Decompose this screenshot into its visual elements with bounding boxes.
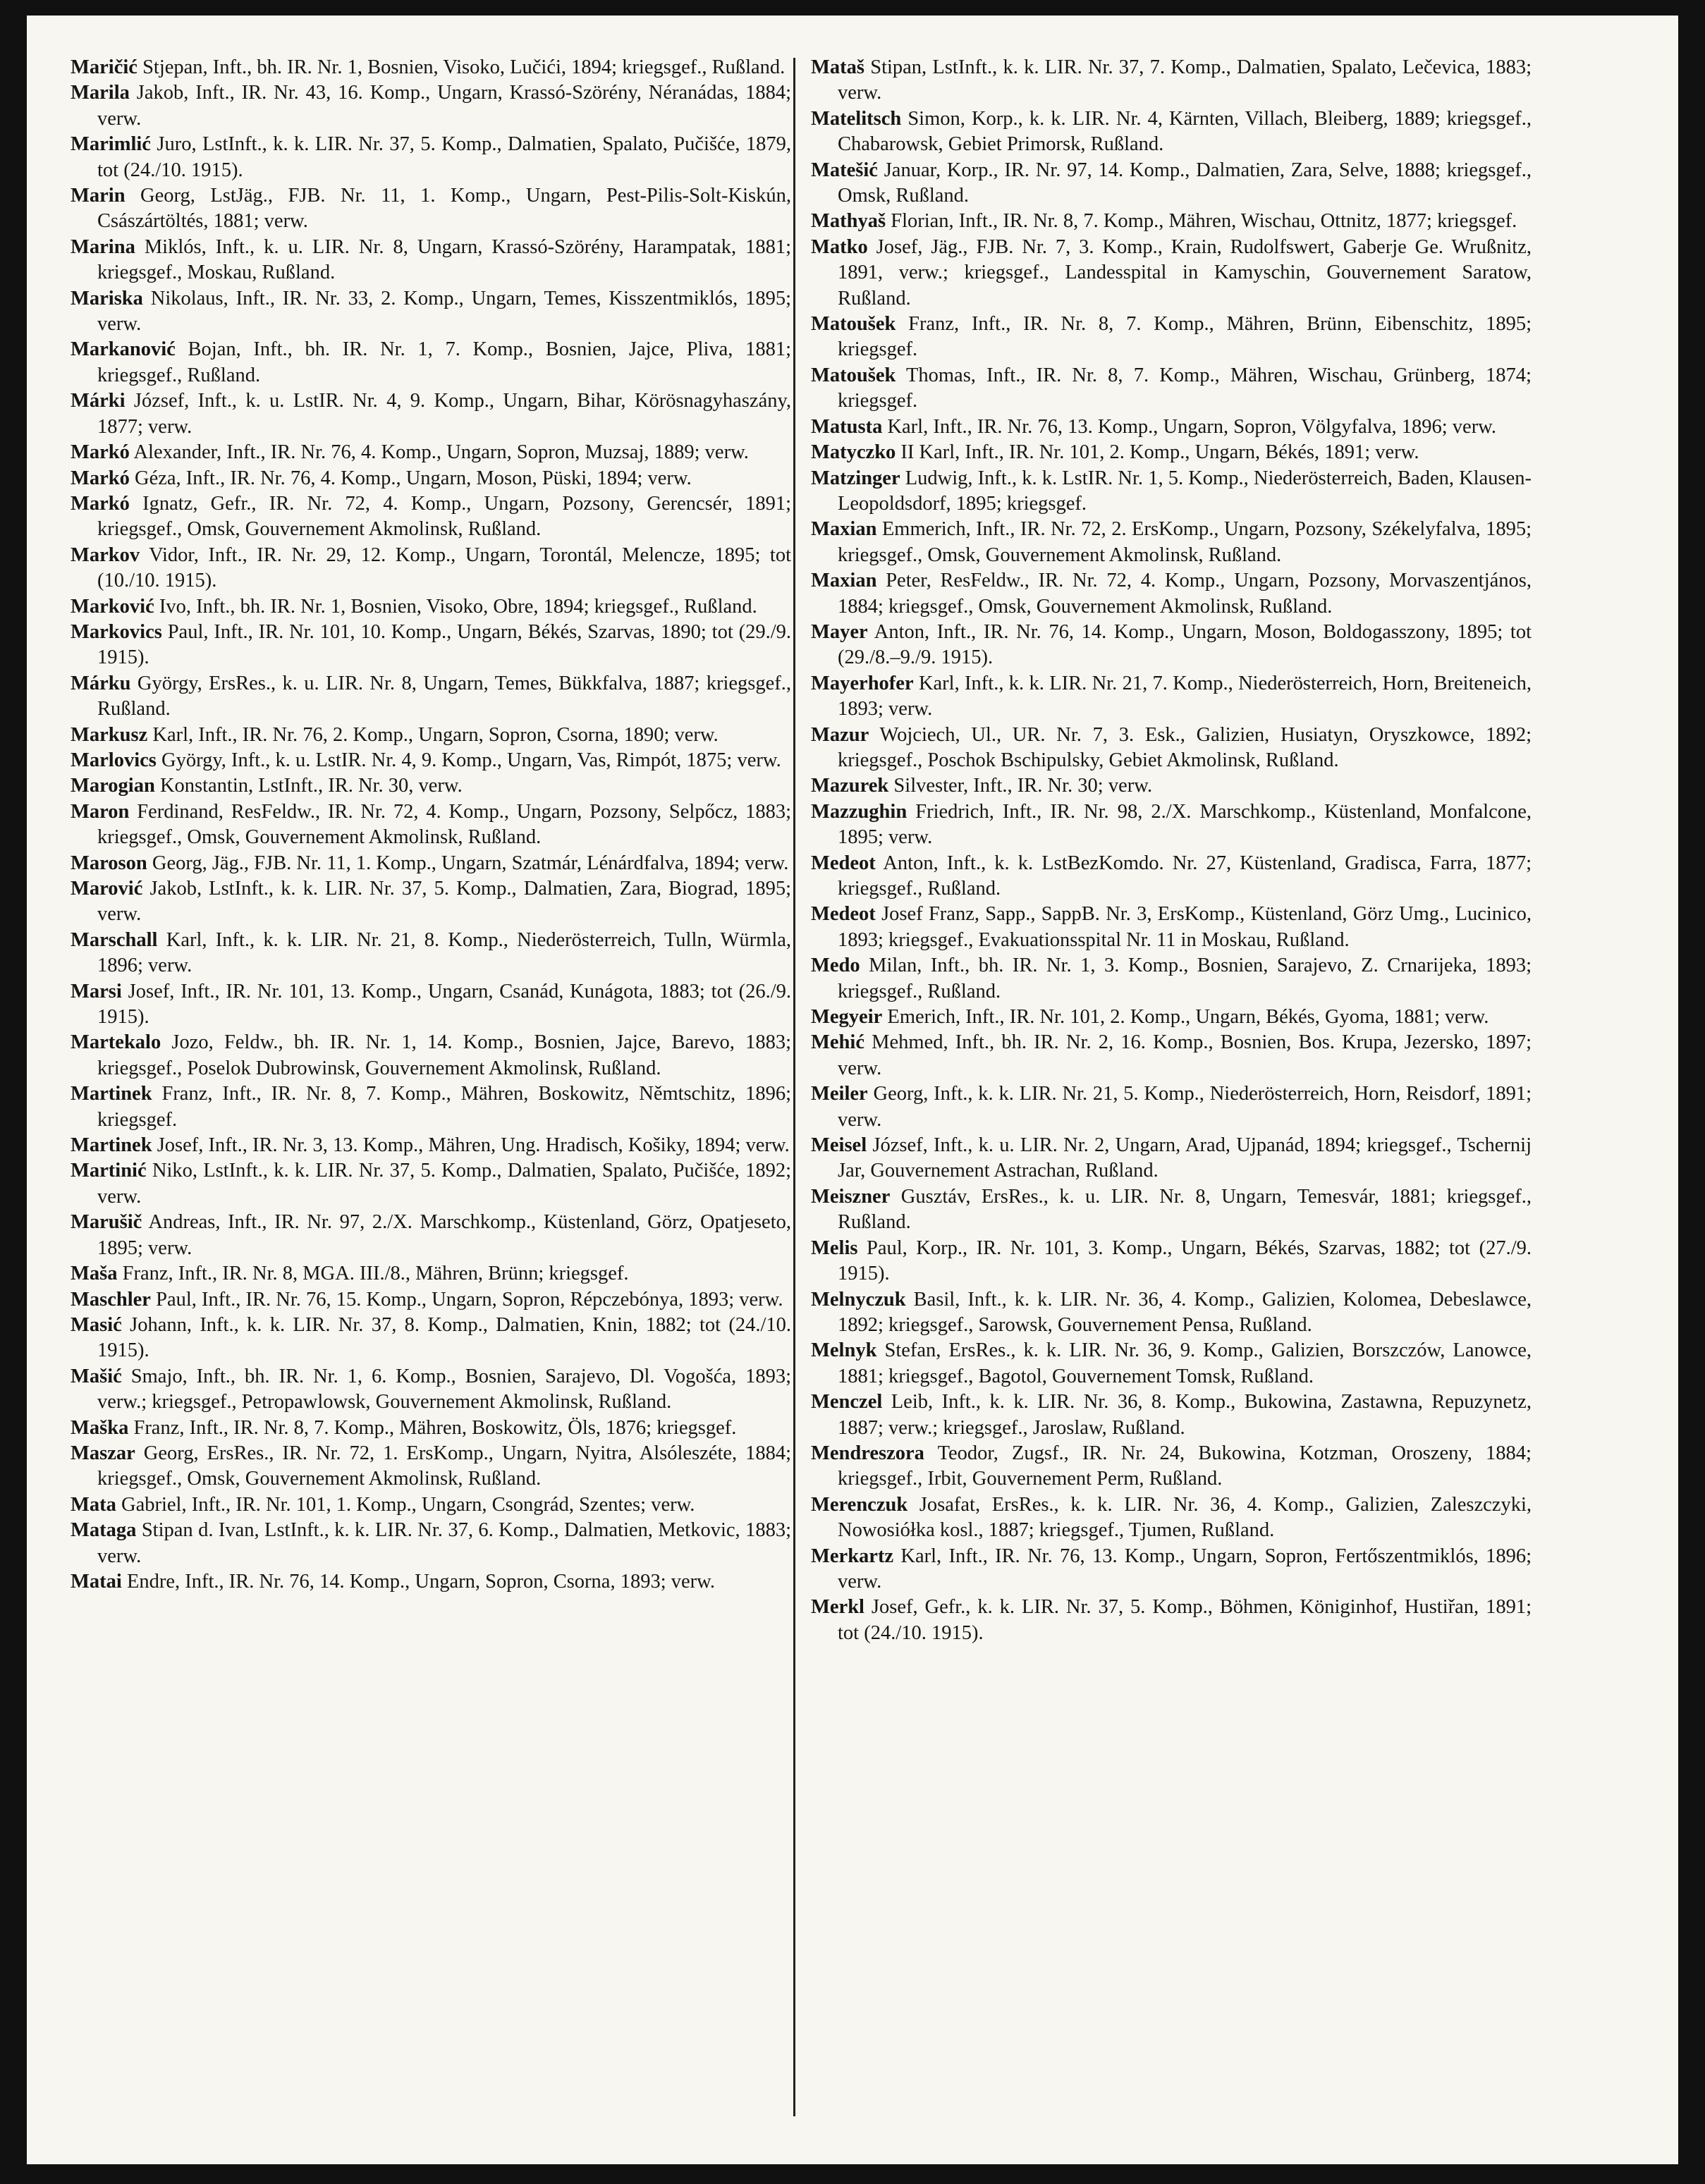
- list-item: [71, 1492, 791, 1518]
- list-item: [71, 286, 791, 338]
- entry-details: Vidor, Inft., IR. Nr. 29, 12. Komp., Ungarn, Torontál, Melencze, 1895; tot (10./10. 1915).: [97, 544, 791, 592]
- list-item: [811, 902, 1532, 953]
- entry-details: Ludwig, Inft., k. k. LstIR. Nr. 1, 5. Komp., Niederösterreich, Baden, Klausen-Leopoldsdorf, 1895; kriegsgef.: [838, 467, 1532, 515]
- entry-surname: Markanović: [71, 338, 176, 361]
- entry-details: Mehmed, Inft., bh. IR. Nr. 2, 16. Komp., Bosnien, Bos. Krupa, Jezersko, 1897; verw.: [838, 1031, 1532, 1079]
- list-item: [71, 388, 791, 440]
- entry-details: Jakob, LstInft., k. k. LIR. Nr. 37, 5. Komp., Dalmatien, Zara, Biograd, 1895; verw.: [97, 878, 792, 926]
- entry-surname: Masić: [71, 1313, 122, 1336]
- entry-details: Paul, Inft., IR. Nr. 76, 15. Komp., Ungarn, Sopron, Répczebónya, 1893; verw.: [156, 1288, 783, 1311]
- list-item: [811, 1236, 1532, 1287]
- entry-details: József, Inft., k. u. LstIR. Nr. 4, 9. Komp., Ungarn, Bihar, Körösnagyhaszány, 1877; verw.: [97, 390, 792, 438]
- entry-surname: Mayerhofer: [811, 672, 914, 694]
- entry-details: Friedrich, Inft., IR. Nr. 98, 2./X. Marschkomp., Küstenland, Monfalcone, 1895; verw.: [838, 800, 1532, 849]
- entry-details: Jakob, Inft., IR. Nr. 43, 16. Komp., Ungarn, Krassó-Szörény, Néranádas, 1884; verw.: [97, 82, 792, 130]
- list-item: [71, 620, 791, 671]
- entry-surname: Mazur: [811, 723, 869, 746]
- entry-details: Silvester, Inft., IR. Nr. 30; verw.: [893, 775, 1153, 797]
- list-item: [71, 132, 791, 183]
- list-item: [811, 517, 1532, 568]
- entry-surname: Marušič: [71, 1211, 142, 1234]
- entry-details: Gusztáv, ErsRes., k. u. LIR. Nr. 8, Ungarn, Temesvár, 1881; kriegsgef., Rußland.: [838, 1185, 1532, 1234]
- entry-surname: Markó: [71, 467, 130, 489]
- list-item: [811, 1492, 1532, 1544]
- entry-surname: Meiszner: [811, 1185, 891, 1208]
- entry-surname: Matelitsch: [811, 107, 902, 130]
- entry-surname: Marila: [71, 82, 130, 104]
- entry-surname: Maron: [71, 800, 130, 823]
- entry-surname: Mendreszora: [811, 1442, 924, 1464]
- entry-details: Josef Franz, Sapp., SappB. Nr. 3, ErsKomp., Küstenland, Görz Umg., Lucinico, 1893; kriegsgef., Evakuationsspital Nr. 11 in Moskau, Rußland.: [838, 903, 1532, 951]
- entry-details: József, Inft., k. u. LIR. Nr. 2, Ungarn, Arad, Ujpanád, 1894; kriegsgef., Tschernij Jar, Gouvernement Astrachan, Rußland.: [838, 1134, 1532, 1182]
- entry-surname: Matko: [811, 235, 868, 258]
- entry-surname: Mazzughin: [811, 800, 908, 823]
- list-item: [811, 158, 1532, 209]
- entry-details: Franz, Inft., IR. Nr. 8, MGA. III./8., Mähren, Brünn; kriegsgef.: [122, 1263, 629, 1285]
- entry-details: Franz, Inft., IR. Nr. 8, 7. Komp., Mähren, Brünn, Eibenschitz, 1895; kriegsgef.: [838, 313, 1532, 361]
- entry-details: Karl, Inft., IR. Nr. 76, 13. Komp., Ungarn, Sopron, Fertőszentmiklós, 1896; verw.: [838, 1545, 1532, 1593]
- entry-surname: Meiler: [811, 1083, 868, 1105]
- list-item: [811, 209, 1532, 234]
- entry-surname: Maša: [71, 1263, 118, 1285]
- entry-details: Gabriel, Inft., IR. Nr. 101, 1. Komp., Ungarn, Csongrád, Szentes; verw.: [121, 1493, 695, 1516]
- entry-surname: Mašić: [71, 1365, 122, 1387]
- entry-surname: Mata: [71, 1493, 116, 1516]
- entry-details: Anton, Inft., k. k. LstBezKomdo. Nr. 27, Küstenland, Gradisca, Farra, 1877; kriegsgef., Rußland.: [838, 852, 1532, 900]
- page: [27, 16, 1678, 2164]
- list-item: [811, 1005, 1532, 1030]
- entry-details: Karl, Inft., IR. Nr. 76, 13. Komp., Ungarn, Sopron, Völgyfalva, 1896; verw.: [887, 415, 1497, 438]
- list-item: [71, 671, 791, 723]
- entry-details: Josef, Jäg., FJB. Nr. 7, 3. Komp., Krain, Rudolfswert, Gaberje Ge. Wrußnitz, 1891, verw.; kriegsgef., Landesspital in Kamyschin, Gouvernement Saratow, Rußland.: [838, 235, 1532, 309]
- entry-details: Nikolaus, Inft., IR. Nr. 33, 2. Komp., Ungarn, Temes, Kisszentmiklós, 1895; verw.: [97, 287, 791, 336]
- entry-details: Jozo, Feldw., bh. IR. Nr. 1, 14. Komp., Bosnien, Jajce, Barevo, 1883; kriegsgef., Poselok Dubrowinsk, Gouvernement Akmolinsk, Rußland.: [97, 1031, 792, 1079]
- list-item: [71, 1569, 791, 1595]
- entry-surname: Mayer: [811, 620, 868, 643]
- entry-surname: Merenczuk: [811, 1493, 908, 1516]
- entry-surname: Matai: [71, 1570, 122, 1593]
- entry-details: Johann, Inft., k. k. LIR. Nr. 37, 8. Komp., Dalmatien, Knin, 1882; tot (24./10. 1915).: [97, 1313, 792, 1362]
- list-item: [71, 876, 791, 928]
- entry-details: Juro, LstInft., k. k. LIR. Nr. 37, 5. Komp., Dalmatien, Spalato, Pučišće, 1879, tot (24./10. 1915).: [97, 133, 792, 181]
- entry-surname: Martekalo: [71, 1031, 161, 1054]
- entry-surname: Matyczko: [811, 441, 896, 464]
- entry-surname: Matoušek: [811, 313, 896, 336]
- entry-surname: Markov: [71, 544, 140, 566]
- list-item: [811, 953, 1532, 1005]
- entry-surname: Medo: [811, 955, 860, 977]
- list-item: [811, 235, 1532, 312]
- entry-surname: Mathyaš: [811, 210, 886, 233]
- entry-surname: Melnyk: [811, 1339, 877, 1362]
- entry-surname: Marović: [71, 878, 143, 900]
- list-item: [71, 723, 791, 748]
- list-item: [811, 1081, 1532, 1133]
- entry-surname: Márki: [71, 390, 126, 412]
- list-item: [71, 543, 791, 594]
- list-item: [71, 1364, 791, 1416]
- list-item: [71, 491, 791, 543]
- list-item: [811, 773, 1532, 799]
- list-item: [811, 568, 1532, 620]
- entry-details: Karl, Inft., k. k. LIR. Nr. 21, 8. Komp., Niederösterreich, Tulln, Würmla, 1896; verw.: [97, 928, 792, 977]
- entry-details: Ignatz, Gefr., IR. Nr. 72, 4. Komp., Ungarn, Pozsony, Gerencsér, 1891; kriegsgef., Omsk, Gouvernement Akmolinsk, Rußland.: [97, 492, 792, 541]
- entry-details: Emmerich, Inft., IR. Nr. 72, 2. ErsKomp., Ungarn, Pozsony, Székelyfalva, 1895; kriegsgef., Omsk, Gouvernement Akmolinsk, Rußland.: [838, 518, 1532, 566]
- entry-surname: Maszar: [71, 1442, 135, 1464]
- entry-surname: Maxian: [811, 518, 877, 541]
- entry-details: Josef, Inft., IR. Nr. 101, 13. Komp., Ungarn, Csanád, Kunágota, 1883; tot (26./9. 1915).: [97, 980, 792, 1029]
- entry-surname: Meisel: [811, 1134, 867, 1157]
- entry-surname: Maroson: [71, 852, 147, 874]
- entry-details: Bojan, Inft., bh. IR. Nr. 1, 7. Komp., Bosnien, Jajce, Pliva, 1881; kriegsgef., Rußland.: [97, 338, 792, 386]
- entry-surname: Melis: [811, 1237, 858, 1259]
- list-item: [71, 1261, 791, 1287]
- entry-surname: Marogian: [71, 775, 155, 797]
- list-item: [71, 1081, 791, 1133]
- list-item: [811, 1287, 1532, 1339]
- entry-surname: Marina: [71, 235, 135, 258]
- entry-details: Simon, Korp., k. k. LIR. Nr. 4, Kärnten, Villach, Bleiberg, 1889; kriegsgef., Chabarowsk, Gebiet Primorsk, Rußland.: [838, 107, 1532, 156]
- entry-surname: Melnyczuk: [811, 1288, 906, 1311]
- entry-details: Paul, Korp., IR. Nr. 101, 3. Komp., Ungarn, Békés, Szarvas, 1882; tot (27./9. 1915).: [838, 1237, 1532, 1285]
- list-item: [811, 1441, 1532, 1492]
- entry-details: Georg, Inft., k. k. LIR. Nr. 21, 5. Komp., Niederösterreich, Horn, Reisdorf, 1891; verw.: [838, 1083, 1532, 1131]
- entry-details: Milan, Inft., bh. IR. Nr. 1, 3. Komp., Bosnien, Sarajevo, Z. Crnarijeka, 1893; kriegsgef., Rußland.: [838, 955, 1532, 1002]
- entry-details: Endre, Inft., IR. Nr. 76, 14. Komp., Ungarn, Sopron, Csorna, 1893; verw.: [126, 1570, 715, 1593]
- entry-details: Paul, Inft., IR. Nr. 101, 10. Komp., Ungarn, Békés, Szarvas, 1890; tot (29./9. 1915).: [97, 620, 792, 669]
- entry-details: Karl, Inft., k. k. LIR. Nr. 21, 7. Komp., Niederösterreich, Horn, Breiteneich, 1893; verw.: [838, 672, 1532, 720]
- entry-details: Anton, Inft., IR. Nr. 76, 14. Komp., Ungarn, Moson, Boldogasszony, 1895; tot (29./8.–9./9. 1915).: [838, 620, 1532, 669]
- list-item: [811, 415, 1532, 440]
- list-item: [71, 440, 791, 465]
- entry-surname: Matzinger: [811, 467, 900, 489]
- entry-details: Thomas, Inft., IR. Nr. 8, 7. Komp., Mähren, Wischau, Grünberg, 1874; kriegsgef.: [838, 364, 1532, 412]
- entry-details: Ivo, Inft., bh. IR. Nr. 1, Bosnien, Visoko, Obre, 1894; kriegsgef., Rußland.: [159, 595, 757, 618]
- entry-surname: Márku: [71, 672, 131, 694]
- list-item: [811, 671, 1532, 723]
- list-item: [71, 1158, 791, 1210]
- list-item: [71, 748, 791, 773]
- left-column: [71, 55, 791, 1595]
- list-item: [71, 235, 791, 286]
- entry-surname: Maričić: [71, 56, 138, 78]
- entry-details: Konstantin, LstInft., IR. Nr. 30, verw.: [159, 775, 463, 797]
- list-item: [811, 1133, 1532, 1184]
- entry-details: György, ErsRes., k. u. LIR. Nr. 8, Ungarn, Temes, Bükkfalva, 1887; kriegsgef., Rußland.: [97, 672, 792, 720]
- list-item: [71, 1210, 791, 1261]
- list-item: [71, 466, 791, 491]
- entry-details: Franz, Inft., IR. Nr. 8, 7. Komp., Mähren, Boskowitz, Němtschitz, 1896; kriegsgef.: [97, 1083, 791, 1131]
- list-item: [811, 1338, 1532, 1389]
- entry-details: Josef, Gefr., k. k. LIR. Nr. 37, 5. Komp., Böhmen, Königinhof, Hustiřan, 1891; tot (24./10. 1915).: [838, 1596, 1532, 1644]
- entry-surname: Mehić: [811, 1031, 864, 1054]
- entry-surname: Marin: [71, 185, 126, 207]
- entry-surname: Markusz: [71, 723, 148, 746]
- entry-details: Stjepan, Inft., bh. IR. Nr. 1, Bosnien, Visoko, Lučići, 1894; kriegsgef., Rußland.: [142, 56, 786, 78]
- entry-surname: Menczel: [811, 1391, 883, 1413]
- column-divider: [793, 58, 795, 2116]
- list-item: [71, 1518, 791, 1569]
- entry-surname: Markó: [71, 492, 130, 515]
- list-item: [71, 337, 791, 388]
- entry-details: II Karl, Inft., IR. Nr. 101, 2. Komp., Ungarn, Békés, 1891; verw.: [900, 441, 1419, 464]
- entry-surname: Martinek: [71, 1134, 152, 1157]
- list-item: [811, 55, 1532, 106]
- entry-surname: Maschler: [71, 1288, 151, 1311]
- list-item: [71, 928, 791, 979]
- entry-details: Franz, Inft., IR. Nr. 8, 7. Komp., Mähren, Boskowitz, Öls, 1876; kriegsgef.: [133, 1416, 737, 1439]
- list-item: [811, 723, 1532, 774]
- entry-surname: Markó: [71, 441, 130, 464]
- list-item: [811, 312, 1532, 363]
- entry-details: Georg, LstJäg., FJB. Nr. 11, 1. Komp., Ungarn, Pest-Pilis-Solt-Kiskún, Császártöltés, 1881; verw.: [97, 185, 792, 233]
- entry-details: Januar, Korp., IR. Nr. 97, 14. Komp., Dalmatien, Zara, Selve, 1888; kriegsgef., Omsk, Rußland.: [838, 159, 1532, 207]
- list-item: [71, 80, 791, 132]
- entry-details: Stefan, ErsRes., k. k. LIR. Nr. 36, 9. Komp., Galizien, Borszczów, Lanowce, 1881; kriegsgef., Bagotol, Gouvernement Tomsk, Rußland.: [838, 1339, 1532, 1387]
- right-column: [811, 55, 1532, 1646]
- entry-details: György, Inft., k. u. LstIR. Nr. 4, 9. Komp., Ungarn, Vas, Rimpót, 1875; verw.: [161, 749, 781, 771]
- entry-surname: Merkl: [811, 1596, 864, 1619]
- list-item: [71, 773, 791, 799]
- entry-surname: Matešić: [811, 159, 878, 181]
- list-item: [811, 1184, 1532, 1236]
- entry-details: Josef, Inft., IR. Nr. 3, 13. Komp., Mähren, Ung. Hradisch, Košiky, 1894; verw.: [157, 1134, 790, 1157]
- entry-surname: Maška: [71, 1416, 129, 1439]
- entry-surname: Mariska: [71, 287, 143, 309]
- entry-details: Georg, ErsRes., IR. Nr. 72, 1. ErsKomp., Ungarn, Nyitra, Alsóleszéte, 1884; kriegsgef., Omsk, Gouvernement Akmolinsk, Rußland.: [97, 1442, 791, 1490]
- list-item: [71, 1313, 791, 1364]
- entry-details: Stipan, LstInft., k. k. LIR. Nr. 37, 7. Komp., Dalmatien, Spalato, Lečevica, 1883; verw.: [838, 56, 1532, 104]
- entry-surname: Marschall: [71, 928, 158, 951]
- list-item: [71, 55, 791, 80]
- list-item: [71, 1030, 791, 1081]
- list-item: [811, 440, 1532, 465]
- entry-details: Géza, Inft., IR. Nr. 76, 4. Komp., Ungarn, Moson, Püski, 1894; verw.: [135, 467, 692, 489]
- entry-surname: Merkartz: [811, 1545, 894, 1567]
- list-item: [71, 1416, 791, 1441]
- entry-surname: Marimlić: [71, 133, 151, 156]
- entry-surname: Matusta: [811, 415, 883, 438]
- entry-surname: Mataš: [811, 56, 864, 78]
- list-item: [811, 1030, 1532, 1081]
- list-item: [811, 1544, 1532, 1595]
- entry-surname: Marlovics: [71, 749, 157, 771]
- entry-surname: Medeot: [811, 852, 876, 874]
- list-item: [811, 851, 1532, 902]
- entry-surname: Martinić: [71, 1160, 147, 1182]
- entry-details: Wojciech, Ul., UR. Nr. 7, 3. Esk., Galizien, Husiatyn, Oryszkowce, 1892; kriegsgef., Poschok Bschipulsky, Gebiet Akmolinsk, Rußland.: [838, 723, 1532, 771]
- entry-details: Georg, Jäg., FJB. Nr. 11, 1. Komp., Ungarn, Szatmár, Lénárdfalva, 1894; verw.: [152, 852, 789, 874]
- entry-details: Niko, LstInft., k. k. LIR. Nr. 37, 5. Komp., Dalmatien, Spalato, Pučišće, 1892; verw.: [97, 1160, 791, 1208]
- entry-details: Basil, Inft., k. k. LIR. Nr. 36, 4. Komp., Galizien, Kolomea, Debeslawce, 1892; kriegsgef., Sarowsk, Gouvernement Pensa, Rußland.: [838, 1288, 1532, 1336]
- entry-details: Ferdinand, ResFeldw., IR. Nr. 72, 4. Komp., Ungarn, Pozsony, Selpőcz, 1883; kriegsgef., Omsk, Gouvernement Akmolinsk, Rußland.: [97, 800, 791, 849]
- list-item: [811, 620, 1532, 671]
- entry-surname: Maxian: [811, 570, 877, 592]
- list-item: [71, 1133, 791, 1158]
- list-item: [811, 466, 1532, 517]
- list-item: [71, 1441, 791, 1492]
- list-item: [71, 183, 791, 235]
- entry-surname: Medeot: [811, 903, 876, 926]
- entry-surname: Megyeir: [811, 1006, 883, 1029]
- entry-surname: Markovics: [71, 620, 162, 643]
- list-item: [71, 799, 791, 851]
- entry-details: Smajo, Inft., bh. IR. Nr. 1, 6. Komp., Bosnien, Sarajevo, Dl. Vogošća, 1893; verw.; kriegsgef., Petropawlowsk, Gouvernement Akmolinsk, Rußland.: [97, 1365, 791, 1413]
- entry-details: Josafat, ErsRes., k. k. LIR. Nr. 36, 4. Komp., Galizien, Zaleszczyki, Nowosiółka kosl., 1887; kriegsgef., Tjumen, Rußland.: [838, 1493, 1532, 1542]
- entry-surname: Marković: [71, 595, 154, 618]
- list-item: [811, 799, 1532, 851]
- entry-details: Alexander, Inft., IR. Nr. 76, 4. Komp., Ungarn, Sopron, Muzsaj, 1889; verw.: [133, 441, 749, 464]
- entry-details: Stipan d. Ivan, LstInft., k. k. LIR. Nr. 37, 6. Komp., Dalmatien, Metkovic, 1883; verw.: [97, 1519, 791, 1567]
- entry-surname: Mataga: [71, 1519, 137, 1542]
- entry-details: Teodor, Zugsf., IR. Nr. 24, Bukowina, Kotzman, Oroszeny, 1884; kriegsgef., Irbit, Gouvernement Perm, Rußland.: [838, 1442, 1532, 1490]
- entry-surname: Martinek: [71, 1083, 152, 1105]
- entry-details: Miklós, Inft., k. u. LIR. Nr. 8, Ungarn, Krassó-Szörény, Harampatak, 1881; kriegsgef., Moskau, Rußland.: [97, 235, 791, 284]
- entry-surname: Marsi: [71, 980, 122, 1002]
- list-item: [71, 1287, 791, 1313]
- list-item: [71, 851, 791, 876]
- entry-details: Emerich, Inft., IR. Nr. 101, 2. Komp., Ungarn, Békés, Gyoma, 1881; verw.: [887, 1006, 1489, 1029]
- list-item: [811, 1389, 1532, 1441]
- entry-details: Karl, Inft., IR. Nr. 76, 2. Komp., Ungarn, Sopron, Csorna, 1890; verw.: [152, 723, 719, 746]
- entry-surname: Mazurek: [811, 775, 889, 797]
- entry-details: Leib, Inft., k. k. LIR. Nr. 36, 8. Komp., Bukowina, Zastawna, Repuzynetz, 1887; verw.; kriegsgef., Jaroslaw, Rußland.: [838, 1391, 1532, 1439]
- list-item: [71, 594, 791, 620]
- entry-details: Andreas, Inft., IR. Nr. 97, 2./X. Marschkomp., Küstenland, Görz, Opatjeseto, 1895; verw.: [97, 1211, 791, 1259]
- list-item: [71, 979, 791, 1031]
- list-item: [811, 106, 1532, 158]
- entry-surname: Matoušek: [811, 364, 896, 386]
- entry-details: Peter, ResFeldw., IR. Nr. 72, 4. Komp., Ungarn, Pozsony, Morvaszentjános, 1884; kriegsgef., Omsk, Gouvernement Akmolinsk, Rußland.: [838, 570, 1532, 618]
- list-item: [811, 363, 1532, 415]
- list-item: [811, 1595, 1532, 1646]
- entry-details: Florian, Inft., IR. Nr. 8, 7. Komp., Mähren, Wischau, Ottnitz, 1877; kriegsgef.: [891, 210, 1517, 233]
